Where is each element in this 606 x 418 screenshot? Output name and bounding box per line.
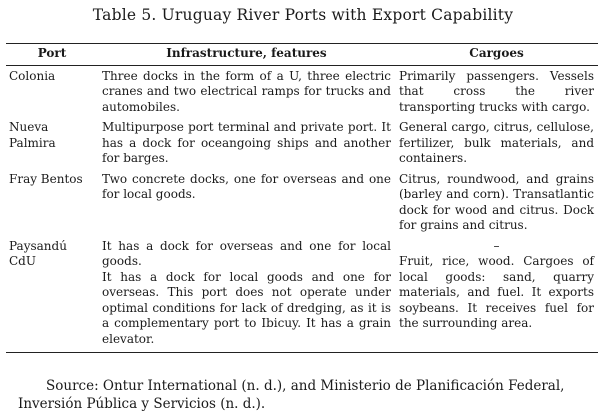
infrastructure-line-1: It has a dock for overseas and one for local goods. xyxy=(102,238,391,268)
cell-port: Nueva Palmira xyxy=(9,120,56,150)
cell-port: Colonia xyxy=(9,68,56,83)
header-infrastructure: Infrastructure, features xyxy=(98,44,395,66)
cell-port: Paysandú CdU xyxy=(6,236,98,353)
cell-infrastructure xyxy=(98,236,395,353)
cell-infrastructure: Three docks in the form of a U, three electric cranes and two electrical ramps for trucks and automobiles. xyxy=(102,68,391,114)
cell-cargoes xyxy=(395,236,598,353)
table-header-row xyxy=(6,44,598,66)
cell-cargoes: General cargo, citrus, cellulose, fertilizer, bulk materials, and containers. xyxy=(399,120,594,165)
table-row xyxy=(6,117,598,169)
table-row xyxy=(6,169,598,236)
header-cargoes: Cargoes xyxy=(395,44,598,66)
table-title: Table 5. Uruguay River Ports with Export Capability xyxy=(92,6,514,24)
ports-table xyxy=(6,43,598,353)
cell-cargoes: Citrus, roundwood, and grains (barley and corn). Transatlantic dock for wood and citrus. Dock for grains and citrus. xyxy=(399,171,594,232)
header-port: Port xyxy=(6,44,98,66)
cell-infrastructure: Multipurpose port terminal and private port. It has a dock for oceangoing ships and another for barges. xyxy=(102,120,391,165)
cell-infrastructure: Two concrete docks, one for overseas and one for local goods. xyxy=(102,171,391,201)
cargoes-line-1: – xyxy=(493,238,500,253)
table-row xyxy=(6,236,598,353)
table-row xyxy=(6,65,598,117)
infrastructure-line-2: It has a dock for local goods and one for overseas. This port does not operate under optimal conditions for lack of dredging, as it is a complementary port to Ibicuy. It has a grain elevator. xyxy=(102,269,391,346)
source-note: Source: Ontur International (n. d.), and Ministerio de Planificación Federal, Inversión Pública y Servicios (n. d.). xyxy=(18,378,565,412)
cell-cargoes: Primarily passengers. Vessels that cross the river transporting trucks with cargo. xyxy=(399,68,594,114)
cargoes-line-2: Fruit, rice, wood. Cargoes of local goods: sand, quarry materials, and fuel. It exports soybeans. It receives fuel for the surrounding area. xyxy=(399,254,594,330)
cell-port: Fray Bentos xyxy=(9,171,83,186)
